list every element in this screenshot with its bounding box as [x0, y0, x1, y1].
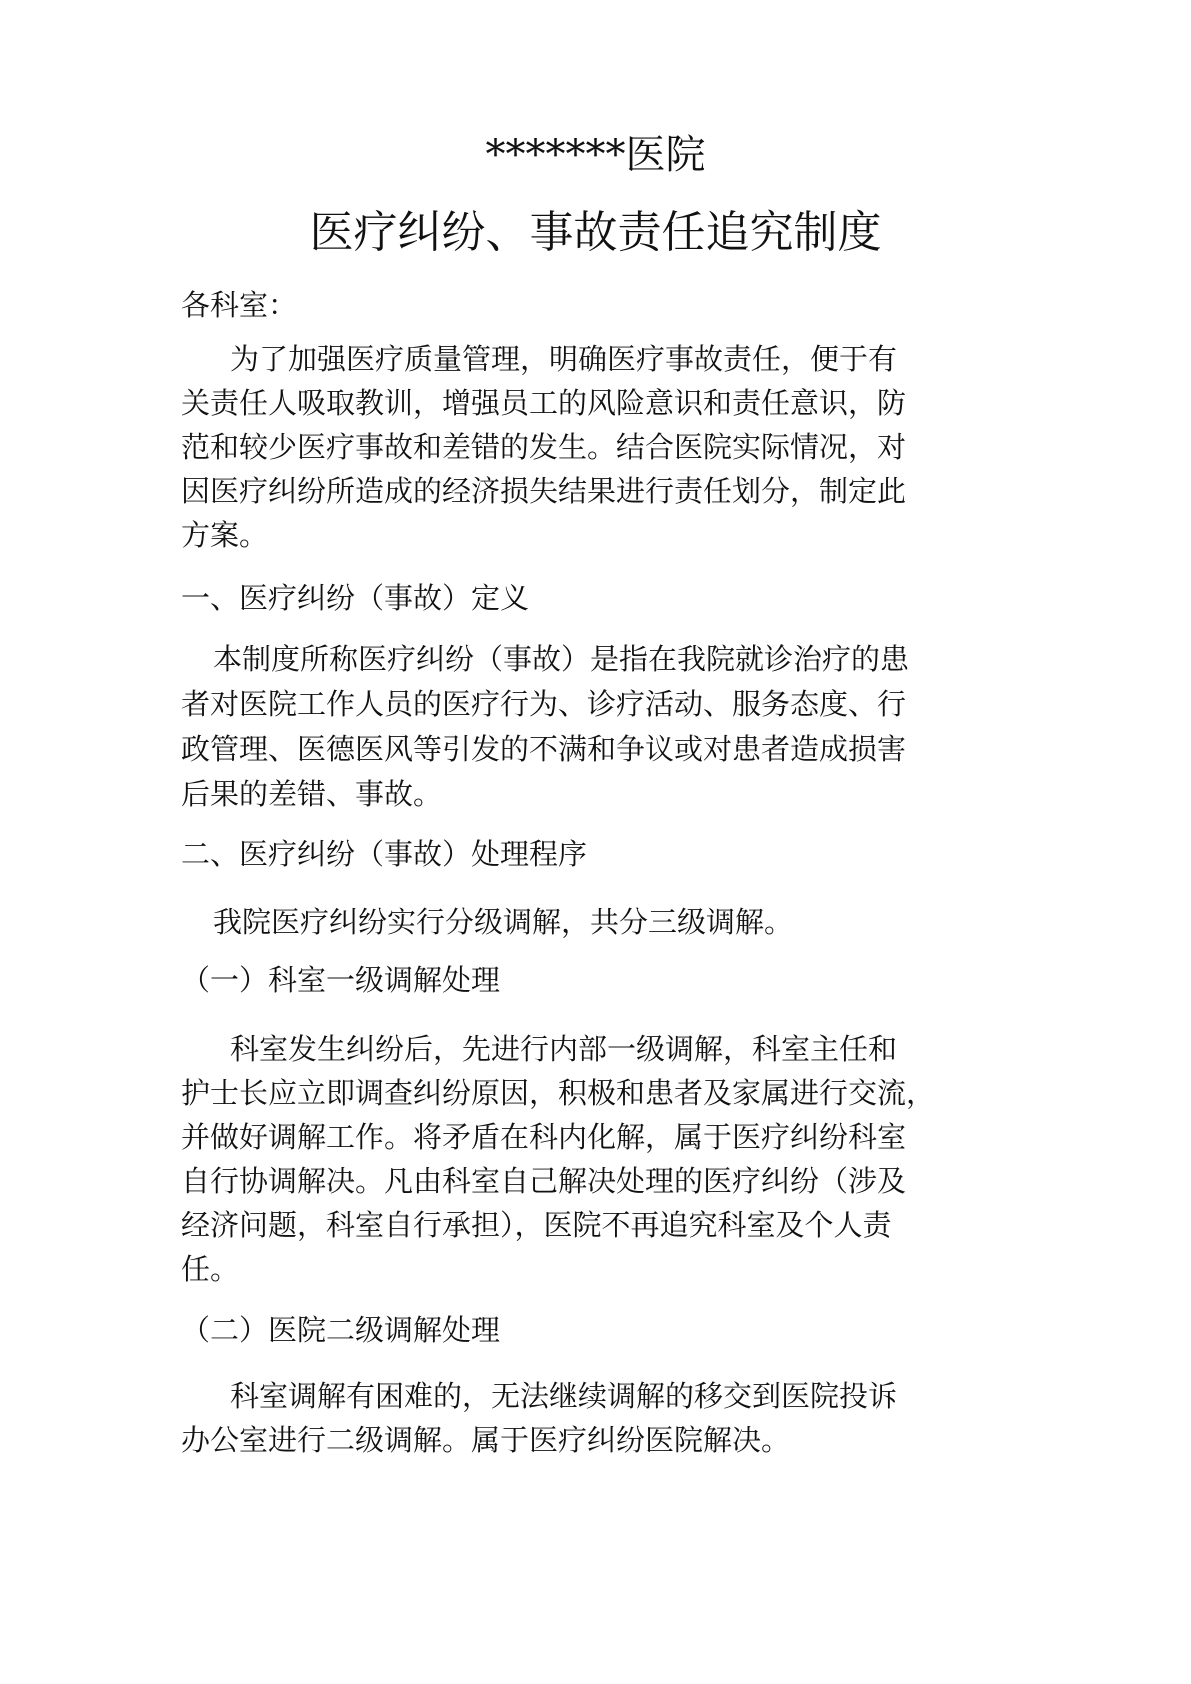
intro-line: 范和较少医疗事故和差错的发生。结合医院实际情况，对	[181, 430, 907, 464]
intro-line: 为了加强医疗质量管理，明确医疗事故责任，便于有	[230, 342, 898, 376]
subsection1-line: 护士长应立即调查纠纷原因，积极和患者及家属进行交流，	[181, 1076, 936, 1110]
subsection1-heading: （一）科室一级调解处理	[181, 963, 501, 997]
section2-heading: 二、医疗纠纷（事故）处理程序	[181, 837, 588, 871]
section1-line: 本制度所称医疗纠纷（事故）是指在我院就诊治疗的患	[213, 642, 910, 676]
subsection1-line: 经济问题，科室自行承担），医院不再追究科室及个人责	[181, 1208, 892, 1242]
salutation: 各科室：	[181, 288, 298, 322]
subsection1-line: 自行协调解决。凡由科室自己解决处理的医疗纠纷（涉及	[181, 1164, 907, 1198]
section1-heading: 一、医疗纠纷（事故）定义	[181, 581, 530, 615]
subsection2-heading: （二）医院二级调解处理	[181, 1313, 501, 1347]
section1-line: 后果的差错、事故。	[181, 777, 443, 811]
section1-line: 者对医院工作人员的医疗行为、诊疗活动、服务态度、行	[181, 687, 907, 721]
intro-line: 方案。	[181, 518, 269, 552]
intro-line: 关责任人吸取教训，增强员工的风险意识和责任意识，防	[181, 386, 907, 420]
subsection2-line: 办公室进行二级调解。属于医疗纠纷医院解决。	[181, 1423, 791, 1457]
intro-line: 因医疗纠纷所造成的经济损失结果进行责任划分，制定此	[181, 474, 907, 508]
document-title: 医疗纠纷、事故责任追究制度	[309, 207, 882, 258]
section2-intro: 我院医疗纠纷实行分级调解，共分三级调解。	[213, 905, 794, 939]
subsection1-line: 并做好调解工作。将矛盾在科内化解，属于医疗纠纷科室	[181, 1120, 907, 1154]
section1-line: 政管理、医德医风等引发的不满和争议或对患者造成损害	[181, 732, 907, 766]
subsection1-line: 科室发生纠纷后，先进行内部一级调解，科室主任和	[230, 1032, 898, 1066]
subsection2-line: 科室调解有困难的，无法继续调解的移交到医院投诉	[230, 1379, 898, 1413]
hospital-title: *******医院	[485, 132, 706, 178]
subsection1-line: 任。	[181, 1252, 240, 1286]
